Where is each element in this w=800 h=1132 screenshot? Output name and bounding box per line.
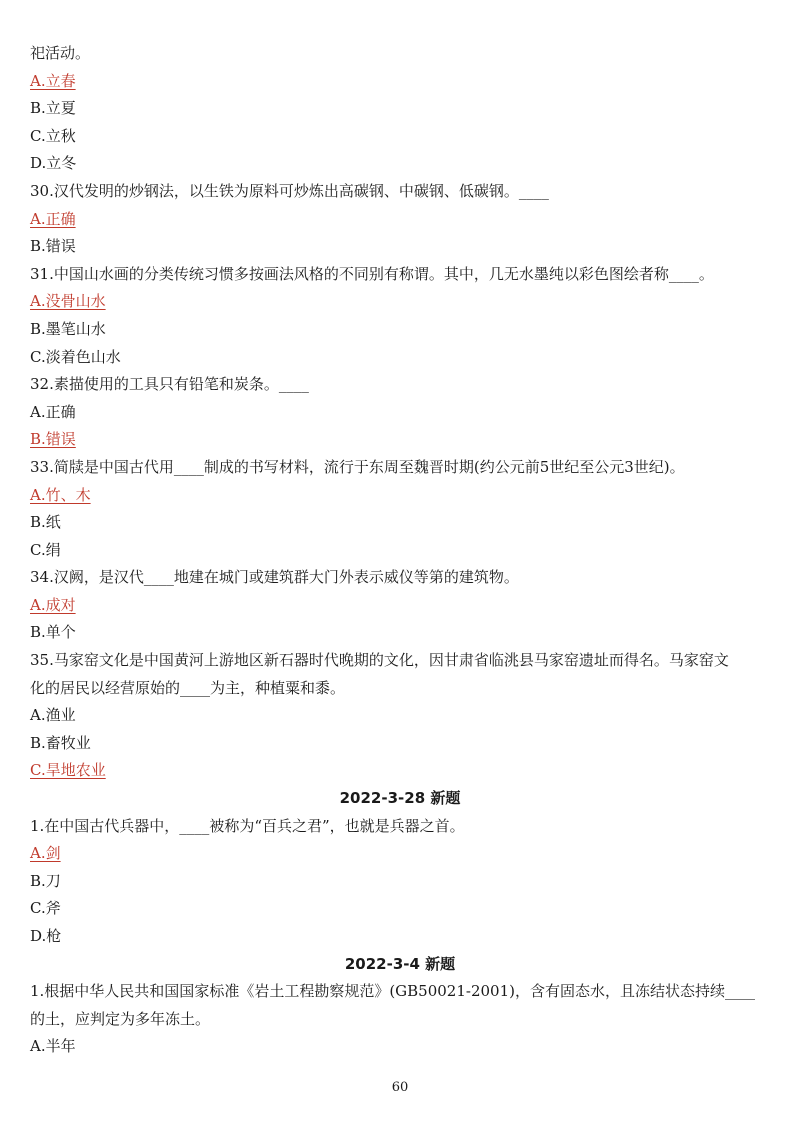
answer-option: B.刀 (30, 871, 61, 890)
answer-option: C.绢 (30, 540, 61, 559)
correct-answer-text: A.正确 (30, 209, 76, 228)
section-heading: 2022-3-4 新题 (344, 954, 456, 973)
question-text: 祀活动。 (30, 44, 91, 62)
answer-option-correct (30, 592, 770, 620)
answer-option: A.正确 (30, 402, 76, 421)
answer-option: D.枪 (30, 927, 62, 945)
correct-answer-text: C.旱地农业 (30, 761, 106, 780)
answer-option: D.立冬 (30, 154, 77, 173)
answer-option: C.立秋 (30, 126, 76, 145)
answer-option-correct (30, 426, 770, 454)
answer-option-correct (30, 757, 770, 785)
answer-option-correct (30, 482, 770, 510)
correct-answer-text: A.成对 (30, 595, 76, 614)
question-text: 31.中国山水画的分类传统习惯多按画法风格的不同别有称谓。其中，几无水墨纯以彩色图绘者称____。 (30, 264, 714, 283)
answer-option-correct (30, 288, 770, 316)
section-heading: 2022-3-28 新题 (339, 789, 461, 808)
question-text: 化的居民以经营原始的____为主，种植粟和黍。 (30, 678, 346, 697)
question-text: 35.马家窑文化是中国黄河上游地区新石器时代晚期的文化，因甘肃省临洮县马家窑遗址而得名。马家窑文 (30, 651, 729, 670)
answer-option: C.斧 (30, 899, 61, 918)
answer-option: B.单个 (30, 623, 76, 642)
question-text: 34.汉阙，是汉代____地建在城门或建筑群大门外表示威仪等第的建筑物。 (30, 568, 519, 587)
correct-answer-text: A.剑 (30, 844, 61, 863)
question-text: 1.根据中华人民共和国国家标准《岩土工程勘察规范》(GB50021-2001)，含有固态水，且冻结状态持续____ (30, 982, 755, 1001)
answer-option: B.畜牧业 (30, 733, 91, 752)
correct-answer-text: A.竹、木 (30, 485, 91, 504)
question-text: 1.在中国古代兵器中，____被称为“百兵之君”，也就是兵器之首。 (30, 816, 465, 835)
answer-option-correct (30, 206, 770, 234)
correct-answer-text: A.立春 (30, 71, 76, 90)
page-number: 60 (391, 1080, 409, 1095)
question-text: 30.汉代发明的炒钢法，以生铁为原料可炒炼出高碳钢、中碳钢、低碳钢。____ (30, 181, 549, 200)
question-text: 33.简牍是中国古代用____制成的书写材料，流行于东周至魏晋时期(约公元前5世纪至公元3世纪)。 (30, 457, 685, 476)
document-body (30, 40, 770, 1061)
answer-option: A.半年 (30, 1037, 76, 1056)
answer-option: B.纸 (30, 513, 61, 532)
answer-option: C.淡着色山水 (30, 347, 121, 366)
question-text: 32.素描使用的工具只有铅笔和炭条。____ (30, 375, 309, 394)
answer-option-correct (30, 68, 770, 96)
answer-option: A.渔业 (30, 706, 76, 725)
answer-option-correct (30, 840, 770, 868)
correct-answer-text: A.没骨山水 (30, 292, 106, 311)
answer-option: B.立夏 (30, 99, 76, 118)
answer-option: B.错误 (30, 237, 76, 256)
answer-option: B.墨笔山水 (30, 319, 106, 338)
question-text: 的土，应判定为多年冻土。 (30, 1009, 211, 1028)
correct-answer-text: B.错误 (30, 430, 76, 449)
